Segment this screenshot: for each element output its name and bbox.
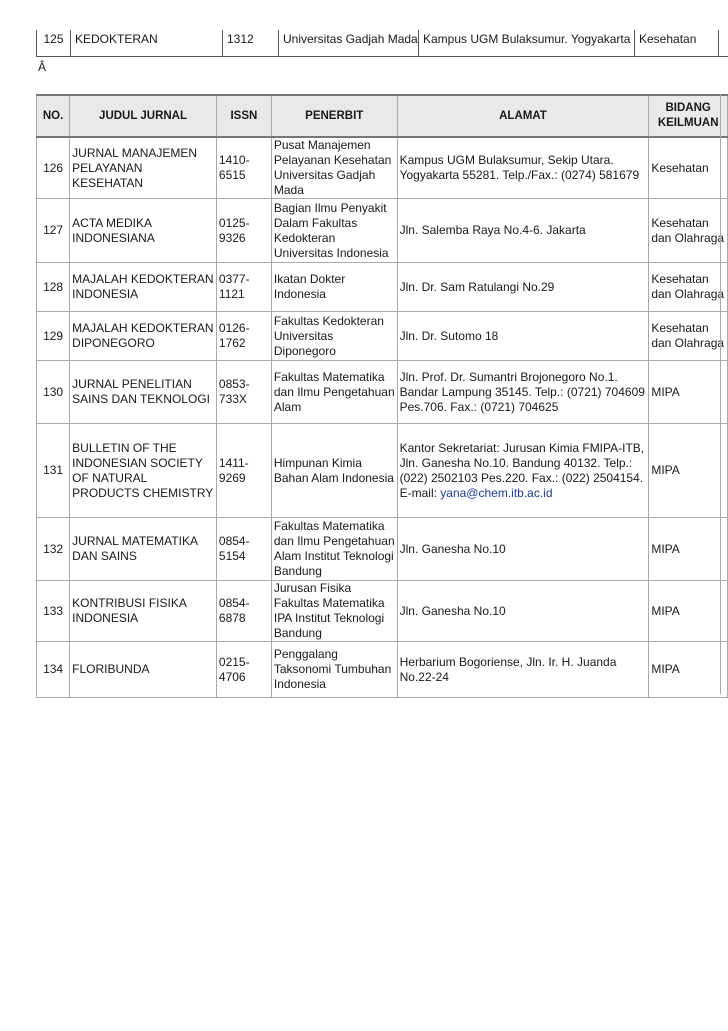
issn: 0854-5154 <box>216 518 271 581</box>
row-number: 133 <box>37 581 70 642</box>
field: MIPA <box>649 642 728 698</box>
issn: 1411-9269 <box>216 424 271 518</box>
journal-title: JURNAL MATEMATIKA DAN SAINS <box>70 518 217 581</box>
row-number: 132 <box>37 518 70 581</box>
header-judul: JUDUL JURNAL <box>70 95 217 137</box>
address: Kampus UGM Bulaksumur, Sekip Utara. Yogyakarta 55281. Telp./Fax.: (0274) 581679 <box>397 137 649 199</box>
table-row <box>37 642 728 698</box>
row-number: 126 <box>37 137 70 199</box>
address: Jln. Salemba Raya No.4-6. Jakarta <box>397 199 649 263</box>
address-text: Kantor Sekretariat: Jurusan Kimia FMIPA-ITB, Jln. Ganesha No.10. Bandung 40132. Telp.: (022) 2502103 Pes.220. Fax.: (022) 2504154. E-mail: <box>399 440 645 500</box>
row-number: 131 <box>37 424 70 518</box>
publisher: Ikatan Dokter Indonesia <box>271 263 397 312</box>
issn: 0126-1762 <box>216 312 271 361</box>
field: Kesehatan <box>635 30 719 56</box>
address: Jln. Ganesha No.10 <box>397 581 649 642</box>
journal-title: JURNAL PENELITIAN SAINS DAN TEKNOLOGI <box>70 361 217 424</box>
table-header-row <box>37 95 728 137</box>
publisher: Himpunan Kimia Bahan Alam Indonesia <box>271 424 397 518</box>
journal-title: FLORIBUNDA <box>70 642 217 698</box>
issn: 0853-733X <box>216 361 271 424</box>
header-bidang: BIDANG KEILMUAN <box>649 95 728 137</box>
journal-title: MAJALAH KEDOKTERAN INDONESIA <box>70 263 217 312</box>
journal-title: KEDOKTERAN <box>71 30 223 56</box>
issn: 0125-9326 <box>216 199 271 263</box>
row-number: 129 <box>37 312 70 361</box>
field: MIPA <box>649 581 728 642</box>
table-row <box>37 424 728 518</box>
table-row <box>37 581 728 642</box>
journal-title: ACTA MEDIKA INDONESIANA <box>70 199 217 263</box>
address: Jln. Dr. Sam Ratulangi No.29 <box>397 263 649 312</box>
header-issn: ISSN <box>216 95 271 137</box>
row-number: 125 <box>37 30 71 56</box>
table-row <box>37 518 728 581</box>
journal-title: MAJALAH KEDOKTERAN DIPONEGORO <box>70 312 217 361</box>
address: Jln. Dr. Sutomo 18 <box>397 312 649 361</box>
issn: 1312 <box>223 30 279 56</box>
address: Herbarium Bogoriense, Jln. Ir. H. Juanda No.22-24 <box>397 642 649 698</box>
field: Kesehatan dan Olahraga <box>649 312 728 361</box>
publisher: Fakultas Matematika dan Ilmu Pengetahuan Alam <box>271 361 397 424</box>
journal-title: BULLETIN OF THE INDONESIAN SOCIETY OF NATURAL PRODUCTS CHEMISTRY <box>70 424 217 518</box>
header-no: NO. <box>37 95 70 137</box>
issn: 1410-6515 <box>216 137 271 199</box>
issn: 0377-1121 <box>216 263 271 312</box>
stray-character: Â <box>38 60 47 74</box>
header-alamat: ALAMAT <box>397 95 649 137</box>
row-number: 127 <box>37 199 70 263</box>
publisher: Universitas Gadjah Mada <box>279 30 419 56</box>
table-row <box>37 312 728 361</box>
header-penerbit: PENERBIT <box>271 95 397 137</box>
publisher: Fakultas Matematika dan Ilmu Pengetahuan Alam Institut Teknologi Bandung <box>271 518 397 581</box>
publisher: Jurusan Fisika Fakultas Matematika IPA Institut Teknologi Bandung <box>271 581 397 642</box>
publisher: Pusat Manajemen Pelayanan Kesehatan Universitas Gadjah Mada <box>271 137 397 199</box>
row-number: 128 <box>37 263 70 312</box>
field: Kesehatan dan Olahraga <box>649 263 728 312</box>
table-row <box>37 199 728 263</box>
row-number: 134 <box>37 642 70 698</box>
table-row <box>37 137 728 199</box>
table-row <box>37 361 728 424</box>
address: Jln. Prof. Dr. Sumantri Brojonegoro No.1. Bandar Lampung 35145. Telp.: (0721) 704609 Pes.706. Fax.: (0721) 704625 <box>397 361 649 424</box>
publisher: Penggalang Taksonomi Tumbuhan Indonesia <box>271 642 397 698</box>
email-link[interactable]: yana@chem.itb.ac.id <box>440 485 553 500</box>
issn: 0854-6878 <box>216 581 271 642</box>
address <box>397 424 649 518</box>
table-row <box>37 263 728 312</box>
cut-off-column-edge <box>720 94 728 694</box>
field: MIPA <box>649 518 728 581</box>
row-number: 130 <box>37 361 70 424</box>
issn: 0215-4706 <box>216 642 271 698</box>
journal-table <box>36 94 728 698</box>
address: Jln. Ganesha No.10 <box>397 518 649 581</box>
journal-title: KONTRIBUSI FISIKA INDONESIA <box>70 581 217 642</box>
address: Kampus UGM Bulaksumur. Yogyakarta <box>419 30 635 56</box>
continued-row-125 <box>36 30 728 57</box>
journal-title: JURNAL MANAJEMEN PELAYANAN KESEHATAN <box>70 137 217 199</box>
publisher: Fakultas Kedokteran Universitas Diponegoro <box>271 312 397 361</box>
field: MIPA <box>649 424 728 518</box>
field: MIPA <box>649 361 728 424</box>
publisher: Bagian Ilmu Penyakit Dalam Fakultas Kedokteran Universitas Indonesia <box>271 199 397 263</box>
field: Kesehatan dan Olahraga <box>649 199 728 263</box>
field: Kesehatan <box>649 137 728 199</box>
